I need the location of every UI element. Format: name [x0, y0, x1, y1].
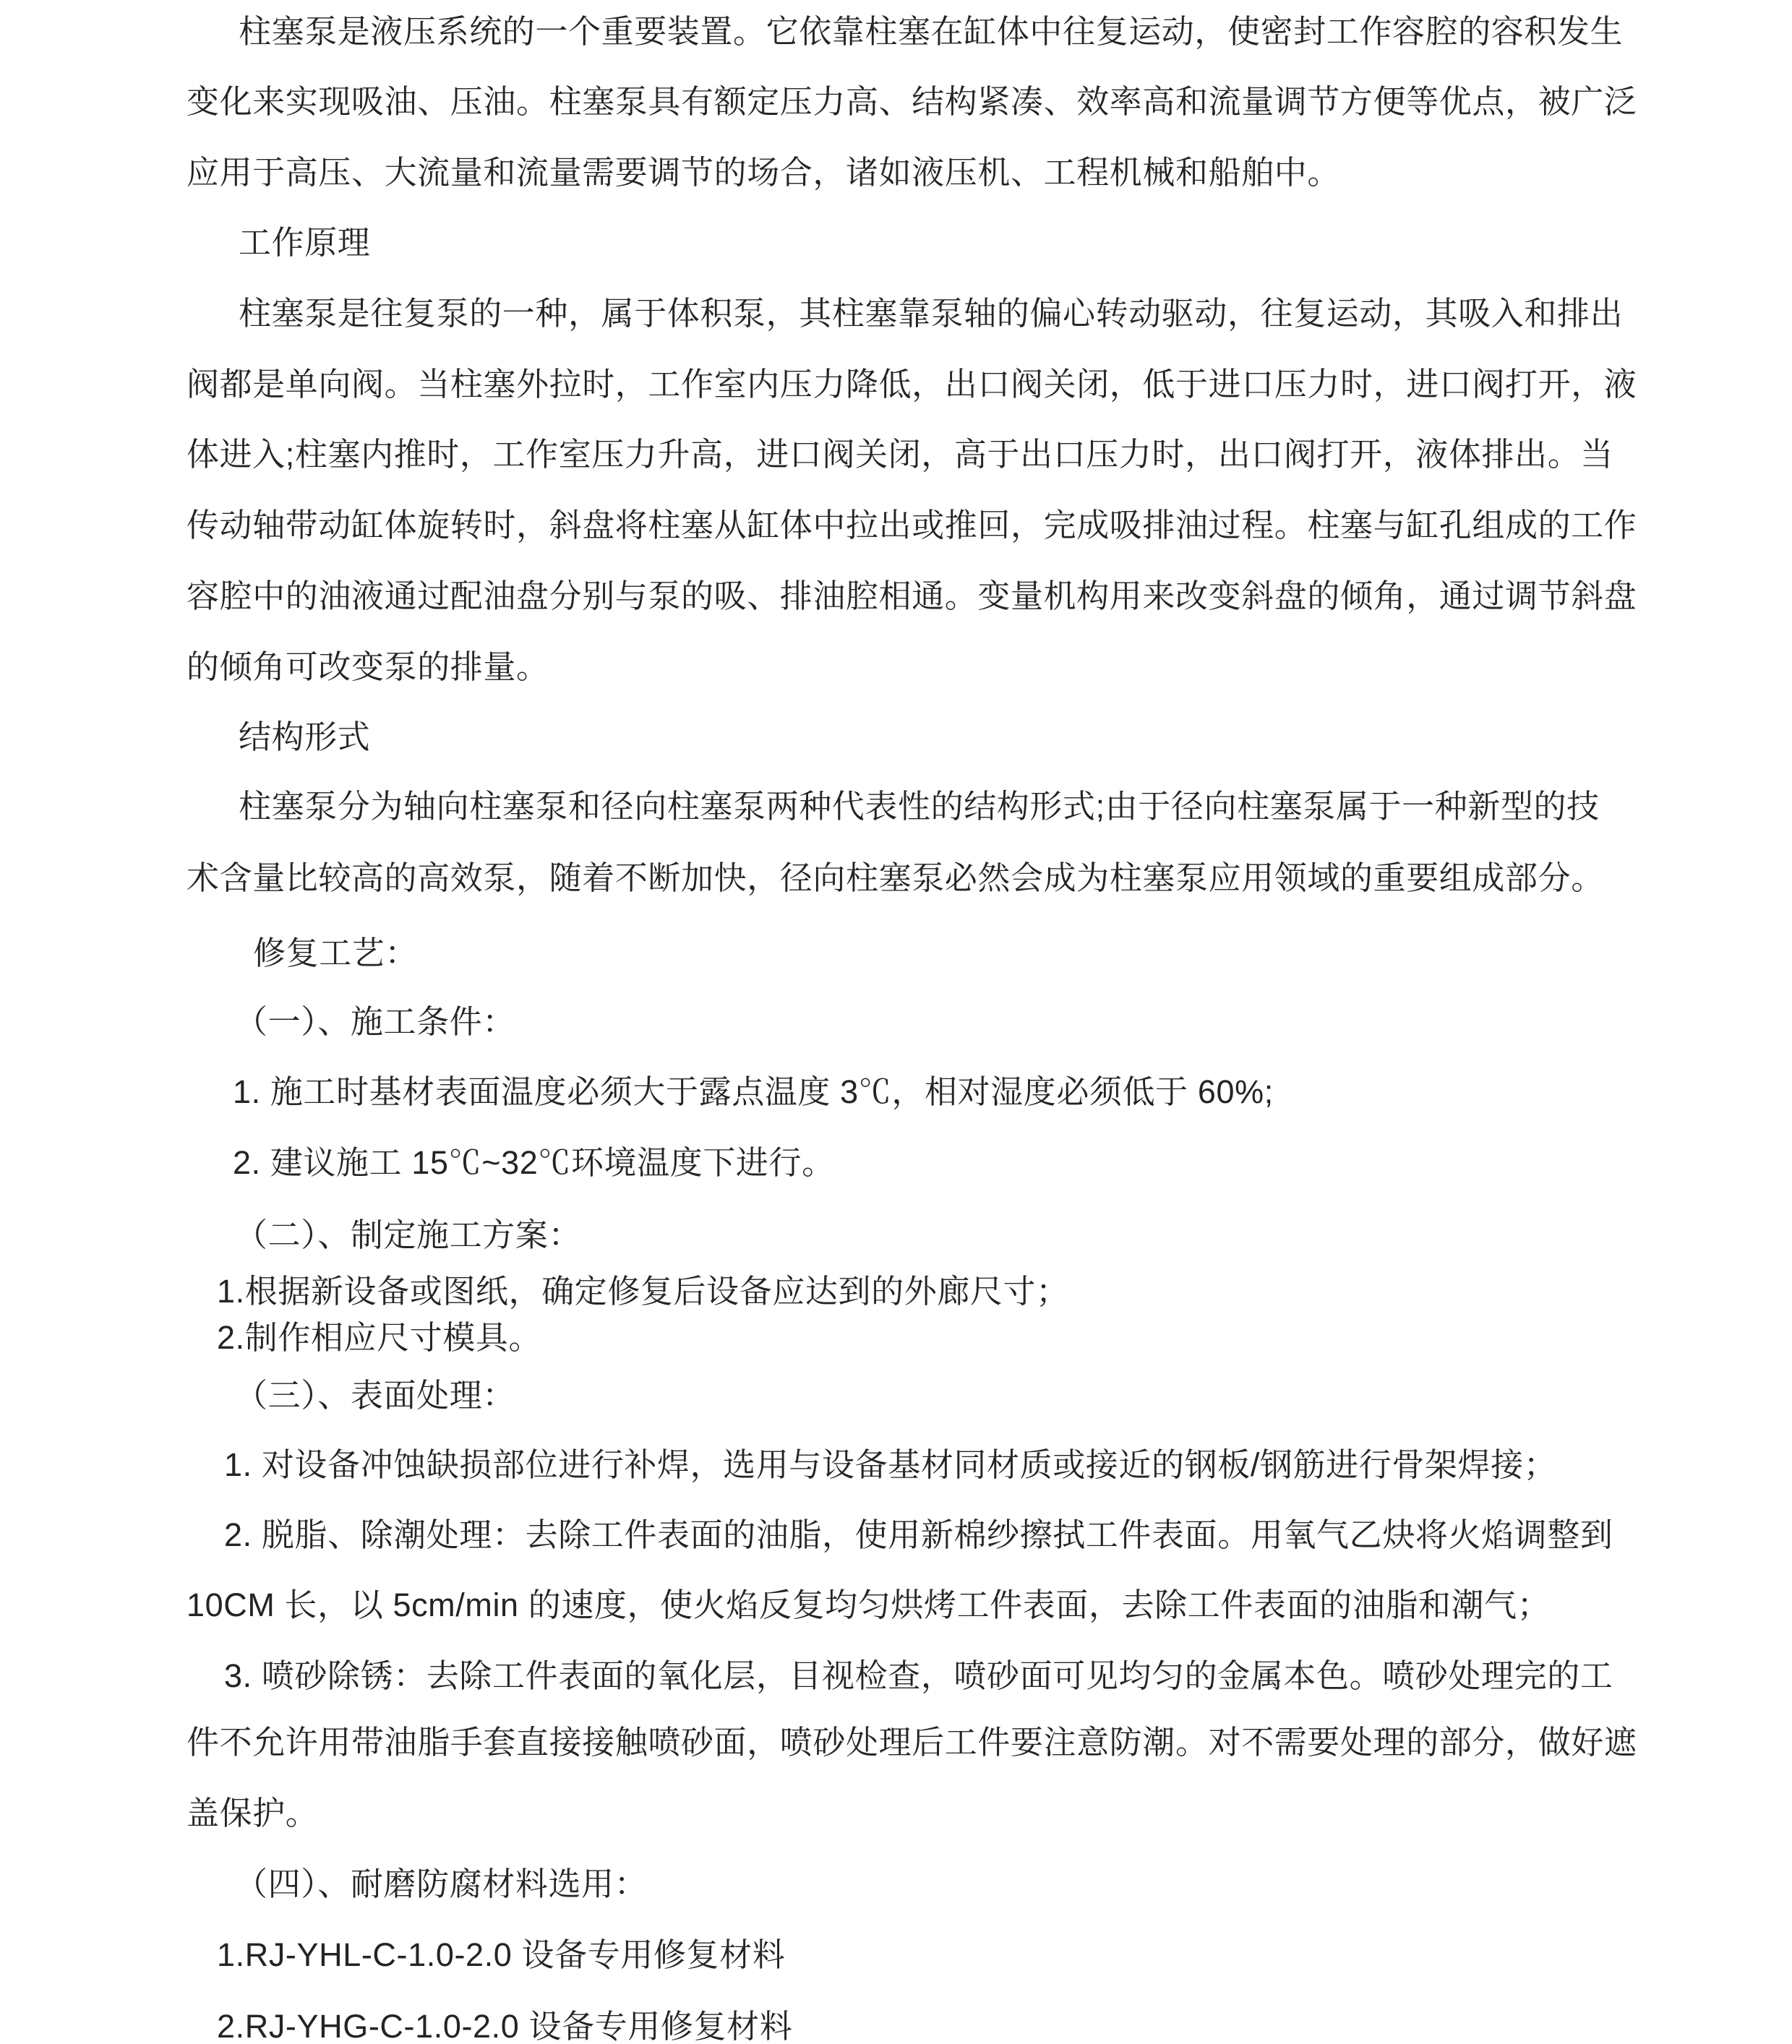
heading-working-principle: 工作原理 [239, 224, 371, 261]
text-line-paragraph3: 柱塞泵分为轴向柱塞泵和径向柱塞泵两种代表性的结构形式;由于径向柱塞泵属于一种新型的技 [239, 788, 1600, 825]
list-item: 1.RJ-YHL-C-1.0-2.0 设备专用修复材料 [217, 1936, 786, 1973]
list-item-continuation: 件不允许用带油脂手套直接接触喷砂面，喷砂处理后工件要注意防潮。对不需要处理的部分，做好遮 [187, 1724, 1637, 1761]
heading-structure-type: 结构形式 [239, 718, 371, 755]
list-item: 1.根据新设备或图纸，确定修复后设备应达到的外廊尺寸； [217, 1273, 1069, 1310]
list-item: 2.制作相应尺寸模具。 [217, 1319, 542, 1356]
text-line-paragraph2: 柱塞泵是往复泵的一种，属于体积泵，其柱塞靠泵轴的偏心转动驱动，往复运动，其吸入和排出 [239, 295, 1624, 332]
text-line-paragraph1: 应用于高压、大流量和流量需要调节的场合，诸如液压机、工程机械和船舶中。 [187, 154, 1341, 191]
list-item: 1. 对设备冲蚀缺损部位进行补焊，选用与设备基材同材质或接近的钢板/钢筋进行骨架焊接； [224, 1446, 1557, 1483]
list-item-continuation: 盖保护。 [187, 1795, 319, 1832]
text-line-paragraph2: 阀都是单向阀。当柱塞外拉时，工作室内压力降低，出口阀关闭，低于进口压力时，进口阀打开，液 [187, 366, 1637, 403]
list-item: 2. 脱脂、除潮处理：去除工件表面的油脂，使用新棉纱擦拭工件表面。用氧气乙炔将火焰调整到 [224, 1516, 1613, 1553]
heading-section-4: （四）、耐磨防腐材料选用： [235, 1865, 648, 1902]
text-line-paragraph2: 传动轴带动缸体旋转时，斜盘将柱塞从缸体中拉出或推回，完成吸排油过程。柱塞与缸孔组成的工作 [187, 507, 1637, 544]
text-line-paragraph2: 体进入;柱塞内推时，工作室压力升高，进口阀关闭，高于出口压力时，出口阀打开，液体排出。当 [187, 436, 1613, 473]
text-line-paragraph2: 容腔中的油液通过配油盘分别与泵的吸、排油腔相通。变量机构用来改变斜盘的倾角，通过调节斜盘 [187, 577, 1637, 614]
text-line-paragraph3: 术含量比较高的高效泵，随着不断加快，径向柱塞泵必然会成为柱塞泵应用领域的重要组成部分。 [187, 859, 1604, 896]
list-item: 1. 施工时基材表面温度必须大于露点温度 3℃，相对湿度必须低于 60%; [233, 1073, 1274, 1110]
list-item: 2. 建议施工 15℃~32℃环境温度下进行。 [233, 1144, 835, 1181]
list-item: 3. 喷砂除锈：去除工件表面的氧化层，目视检查，喷砂面可见均匀的金属本色。喷砂处理完的工 [224, 1657, 1613, 1694]
list-item: 2.RJ-YHG-C-1.0-2.0 设备专用修复材料 [217, 2008, 793, 2044]
list-item-continuation: 10CM 长，以 5cm/min 的速度，使火焰反复均匀烘烤工件表面，去除工件表面的油脂和潮气； [187, 1586, 1551, 1623]
heading-section-3: （三）、表面处理： [235, 1377, 515, 1414]
heading-section-2: （二）、制定施工方案： [235, 1216, 582, 1253]
text-line-paragraph1: 柱塞泵是液压系统的一个重要装置。它依靠柱塞在缸体中往复运动，使密封工作容腔的容积发生 [239, 13, 1624, 50]
heading-repair-process: 修复工艺： [253, 935, 419, 971]
heading-section-1: （一）、施工条件： [235, 1003, 515, 1040]
text-line-paragraph2: 的倾角可改变泵的排量。 [187, 648, 549, 685]
text-line-paragraph1: 变化来实现吸油、压油。柱塞泵具有额定压力高、结构紧凑、效率高和流量调节方便等优点，被广泛 [187, 83, 1637, 120]
